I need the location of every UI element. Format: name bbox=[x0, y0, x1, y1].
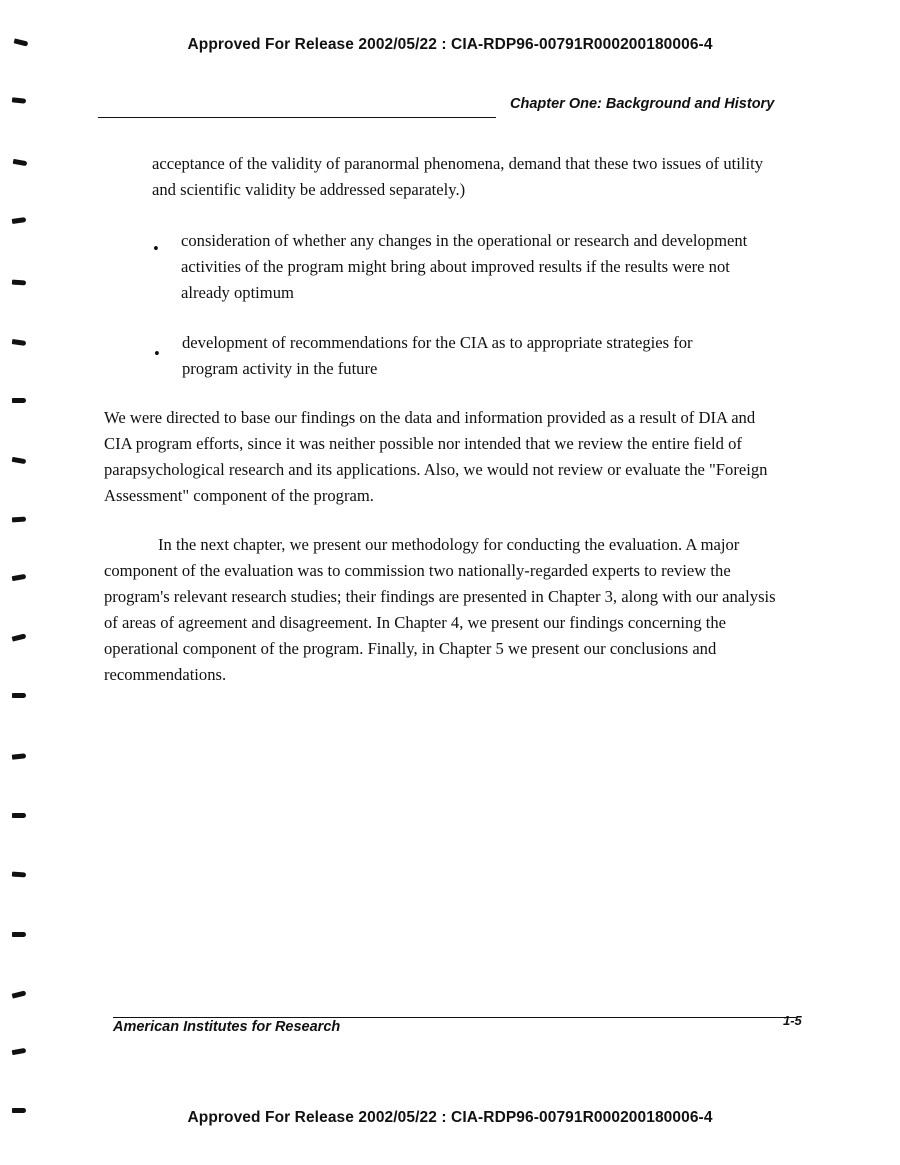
bullet-item-recommendations: development of recommendations for the CIA as to appropriate strategies for program activity in the future bbox=[182, 333, 693, 378]
binding-mark-icon bbox=[12, 932, 26, 937]
binding-mark-icon bbox=[12, 753, 26, 759]
chapter-heading: Chapter One: Background and History bbox=[510, 96, 775, 112]
binding-mark-icon bbox=[12, 633, 27, 641]
binding-mark-icon bbox=[12, 217, 27, 224]
binding-mark-icon bbox=[14, 38, 29, 46]
header-rule bbox=[98, 117, 496, 118]
binding-marks bbox=[0, 0, 40, 1165]
binding-mark-icon bbox=[12, 872, 26, 878]
bullet-item-program-changes: consideration of whether any changes in the operational or research and development activities of the program might bring about improved results if the results were not already optimum bbox=[181, 231, 748, 302]
binding-mark-icon bbox=[12, 339, 27, 346]
footer-rule bbox=[113, 1017, 796, 1018]
paragraph-scope: We were directed to base our findings on the data and information provided as a result of DIA and CIA program efforts, since it was neither possible nor intended that we review the entire field of parapsychological research and its applications. Also, we would not review or evaluate the "Foreign Assessment" component of the program. bbox=[104, 408, 768, 505]
paragraph-next-chapter: In the next chapter, we present our methodology for conducting the evaluation. A major component of the evaluation was to commission two nationally-regarded experts to review the program's relevant research studies; their findings are presented in Chapter 3, along with our analysis of areas of agreement and disagreement. In Chapter 4, we present our findings concerning the operational component of the program. Finally, in Chapter 5 we present our conclusions and recommendations. bbox=[104, 535, 776, 684]
page-number: 1-5 bbox=[783, 1013, 802, 1028]
binding-mark-icon bbox=[13, 159, 28, 166]
binding-mark-icon bbox=[12, 1108, 26, 1113]
release-stamp-top: Approved For Release 2002/05/22 : CIA-RDP96-00791R000200180006-4 bbox=[187, 36, 713, 53]
binding-mark-icon bbox=[12, 693, 26, 698]
continuation-paragraph: acceptance of the validity of paranormal phenomena, demand that these two issues of utility and scientific validity be addressed separately.) bbox=[152, 154, 764, 199]
bullet-icon: • bbox=[154, 344, 160, 363]
binding-mark-icon bbox=[12, 97, 26, 103]
binding-mark-icon bbox=[12, 280, 26, 286]
footer-organization: American Institutes for Research bbox=[113, 1019, 341, 1035]
binding-mark-icon bbox=[12, 813, 26, 818]
binding-mark-icon bbox=[12, 517, 26, 523]
release-stamp-bottom: Approved For Release 2002/05/22 : CIA-RDP96-00791R000200180006-4 bbox=[187, 1109, 713, 1126]
binding-mark-icon bbox=[12, 574, 27, 581]
bullet-icon: • bbox=[153, 239, 159, 258]
binding-mark-icon bbox=[12, 398, 26, 403]
binding-mark-icon bbox=[12, 457, 27, 464]
binding-mark-icon bbox=[12, 1048, 27, 1055]
binding-mark-icon bbox=[12, 990, 27, 998]
